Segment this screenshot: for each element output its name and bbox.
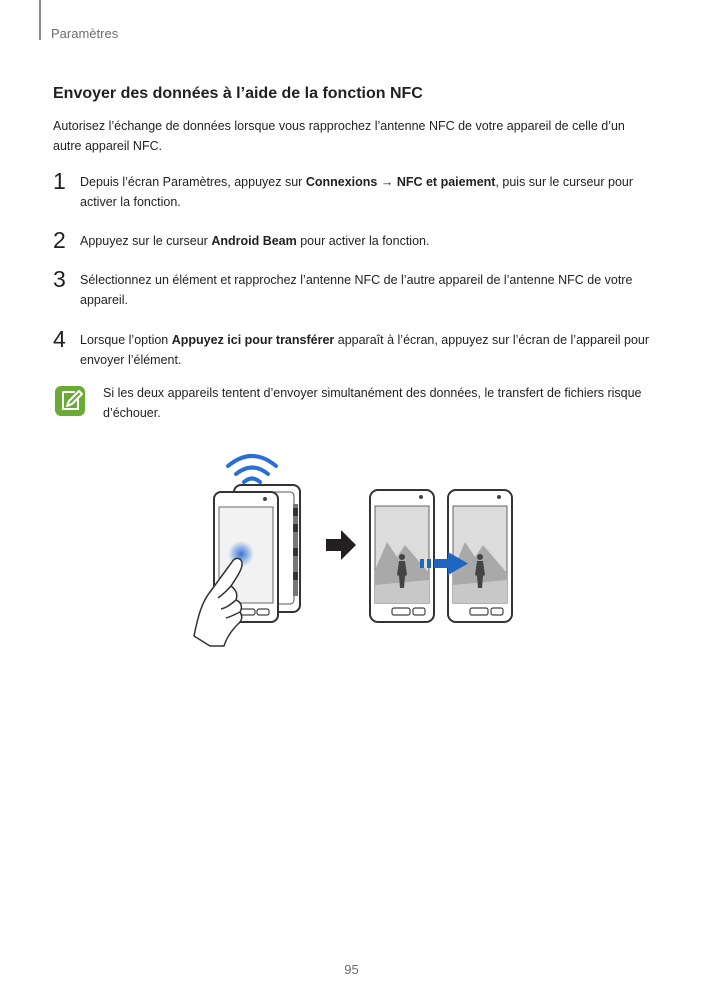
step-number: 1: [53, 168, 66, 194]
step-number: 2: [53, 227, 66, 253]
option-android-beam: Android Beam: [211, 234, 297, 248]
option-appuyez-transferer: Appuyez ici pour transférer: [171, 333, 335, 347]
intro-paragraph: Autorisez l’échange de données lorsque vous rapprochez l’antenne NFC de votre appareil de celle d’un autre appareil NFC.: [53, 119, 625, 153]
nfc-transfer-illustration: [180, 440, 540, 650]
nfc-waves-icon: [228, 456, 276, 482]
step-text: Sélectionnez un élément et rapprochez l’antenne NFC de l’autre appareil de l’antenne NFC de votre appareil.: [80, 273, 633, 307]
step-text: Appuyez sur le curseur Android Beam pour activer la fonction.: [80, 234, 430, 248]
step-number: 4: [53, 326, 66, 352]
note-pencil-icon: [54, 385, 86, 417]
next-arrow-icon: [326, 530, 356, 560]
header-rule: [39, 0, 41, 40]
section-title: Envoyer des données à l’aide de la fonction NFC: [53, 85, 423, 102]
step-text: Depuis l’écran Paramètres, appuyez sur Connexions → NFC et paiement, puis sur le curseur pour activer la fonction.: [80, 175, 634, 209]
menu-nfc-paiement: NFC et paiement: [396, 175, 496, 189]
note-text: Si les deux appareils tentent d’envoyer simultanément des données, le transfert de fichiers risque d’échouer.: [103, 386, 642, 420]
receiving-phone: [448, 490, 512, 622]
page-number: 95: [344, 962, 359, 977]
sending-phone: [370, 490, 434, 622]
step-text: Lorsque l’option Appuyez ici pour transférer apparaît à l’écran, appuyez sur l’écran de l’appareil pour envoyer l’élément.: [80, 333, 650, 367]
step-number: 3: [53, 266, 66, 292]
header-title: Paramètres: [51, 26, 119, 41]
menu-connexions: Connexions: [305, 175, 378, 189]
